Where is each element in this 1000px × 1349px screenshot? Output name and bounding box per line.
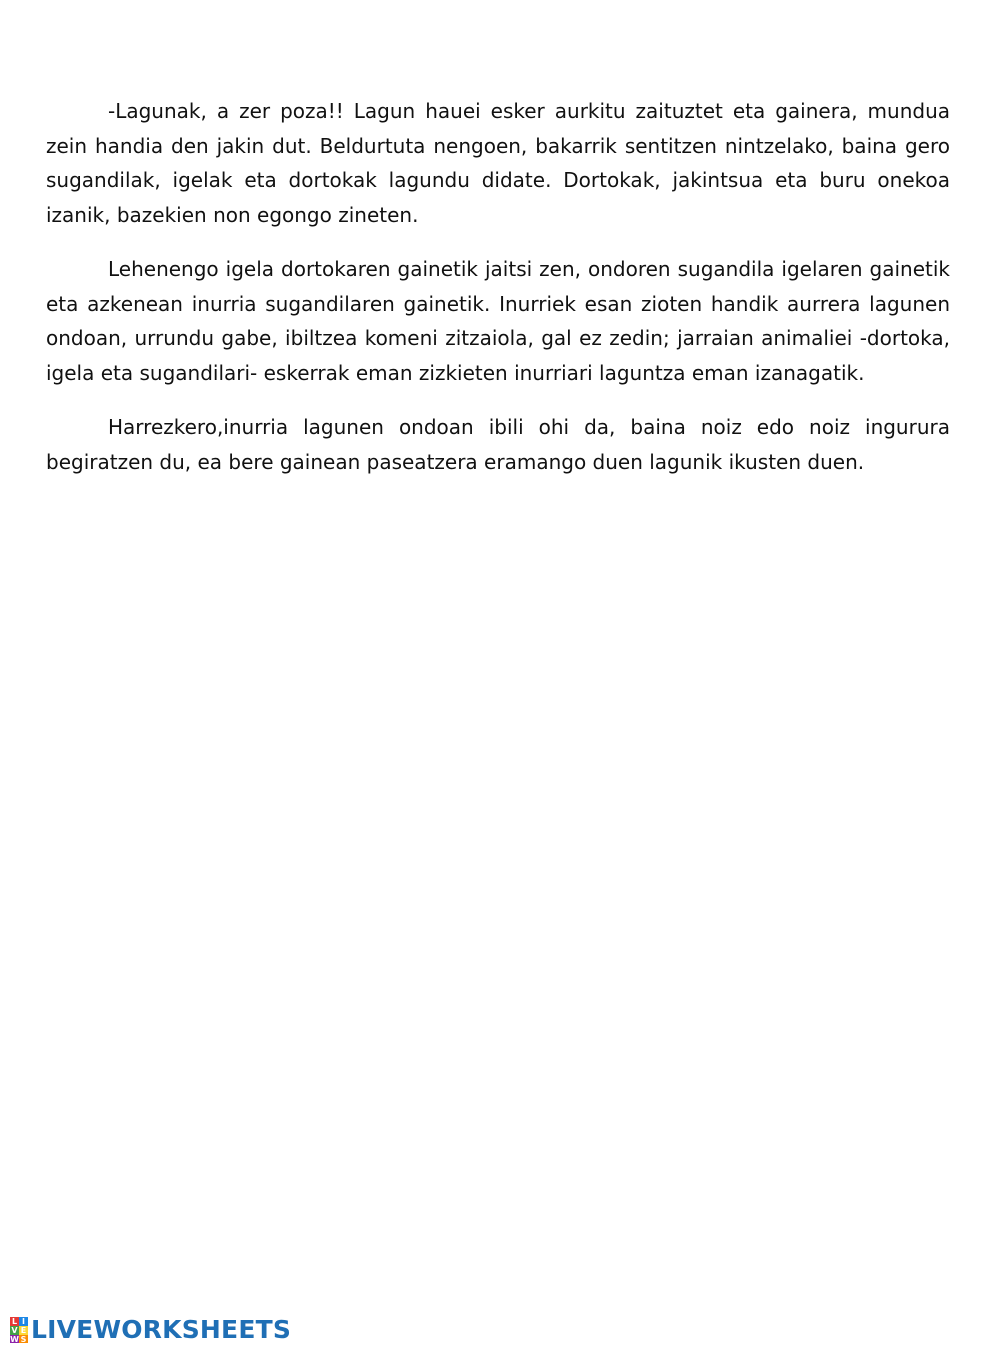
logo-cell: V: [11, 1326, 18, 1335]
liveworksheets-footer: [10, 1316, 291, 1344]
brand-name: LIVEWORKSHEETS: [31, 1315, 292, 1344]
logo-cell: E: [20, 1326, 27, 1335]
liveworksheets-logo-icon: [10, 1317, 28, 1343]
logo-cell: I: [19, 1317, 28, 1326]
paragraph-2: Lehenengo igela dortokaren gainetik jaitsi zen, ondoren sugandila igelaren gainetik eta azkenean inurria sugandilaren gainetik. Inurriek esan zioten handik aurrera lagunen ondoan, urrundu gabe, ibiltzea komeni zitzaiola, gal ez zedin; jarraian animaliei -dortoka, igela eta sugandilari- eskerrak eman zizkieten inurriari laguntza eman izanagatik.: [46, 257, 950, 385]
logo-cell: W: [10, 1335, 19, 1344]
logo-cell: S: [20, 1335, 27, 1344]
story-text: [46, 94, 950, 499]
logo-cell: L: [11, 1317, 18, 1326]
paragraph-3: Harrezkero,inurria lagunen ondoan ibili ohi da, baina noiz edo noiz ingurura begiratzen du, ea bere gainean paseatzera eramango duen lagunik ikusten duen.: [46, 415, 950, 474]
paragraph-1: -Lagunak, a zer poza!! Lagun hauei esker aurkitu zaituztet eta gainera, mundua zein handia den jakin dut. Beldurtuta nengoen, bakarrik sentitzen nintzelako, baina gero sugandilak, igelak eta dortokak lagundu didate. Dortokak, jakintsua eta buru onekoa izanik, bazekien non egongo zineten.: [46, 99, 950, 227]
